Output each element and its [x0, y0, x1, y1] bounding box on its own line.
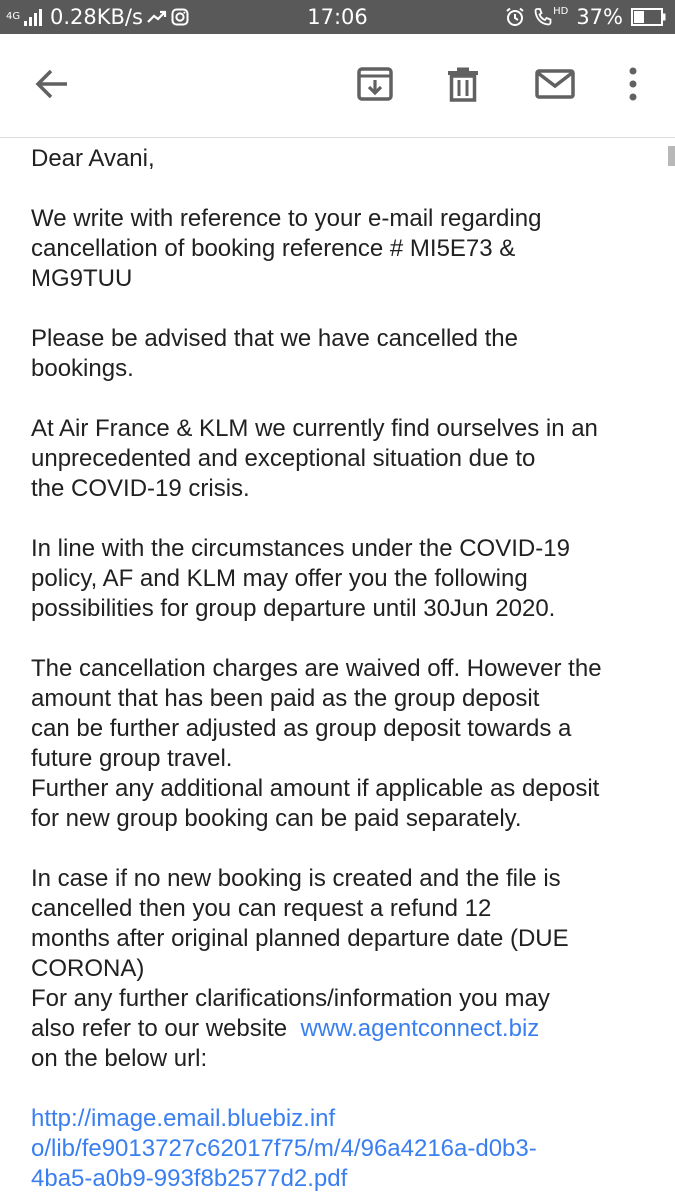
- pdf-url-line: http://image.email.bluebiz.inf: [31, 1105, 336, 1132]
- body-line: unprecedented and exceptional situation due to: [31, 445, 536, 472]
- body-line: MG9TUU: [31, 265, 133, 292]
- body-line: amount that has been paid as the group deposit: [31, 685, 540, 712]
- body-line: For any further clarifications/information you may: [31, 985, 550, 1012]
- body-line: possibilities for group departure until 30Jun 2020.: [31, 595, 556, 622]
- body-line: on the below url:: [31, 1045, 208, 1072]
- body-line-website: [31, 1014, 656, 1044]
- pdf-url-line: 4ba5-a0b9-993f8b2577d2.pdf: [31, 1165, 348, 1192]
- body-line: Further any additional amount if applicable as deposit: [31, 775, 600, 802]
- more-vert-icon: [628, 67, 638, 101]
- hd-call-icon: [533, 7, 553, 27]
- archive-icon: [357, 67, 393, 101]
- body-line: for new group booking can be paid separately.: [31, 805, 522, 832]
- battery-percent: 37%: [576, 5, 623, 29]
- status-bar: [0, 0, 675, 34]
- pdf-url-line: o/lib/fe9013727c62017f75/m/4/96a4216a-d0b3-: [31, 1135, 537, 1162]
- status-right: [505, 0, 667, 34]
- arrow-back-icon: [35, 69, 69, 99]
- greeting: Dear Avani,: [31, 145, 155, 172]
- scrollbar-thumb[interactable]: [668, 146, 675, 166]
- body-line: Please be advised that we have cancelled the: [31, 325, 518, 352]
- archive-button[interactable]: [355, 64, 395, 104]
- body-line: CORONA): [31, 955, 145, 982]
- delete-button[interactable]: [443, 64, 483, 104]
- body-line: the COVID-19 crisis.: [31, 475, 250, 502]
- body-line: months after original planned departure date (DUE: [31, 925, 569, 952]
- body-line: At Air France & KLM we currently find ourselves in an: [31, 415, 598, 442]
- body-line: can be further adjusted as group deposit towards a: [31, 715, 572, 742]
- alarm-icon: [505, 7, 525, 27]
- network-type-label: 4G: [6, 11, 21, 22]
- website-link[interactable]: www.agentconnect.biz: [300, 1015, 540, 1042]
- body-line: We write with reference to your e-mail regarding: [31, 205, 542, 232]
- data-speed: 0.28KB/s: [50, 5, 143, 29]
- body-line: bookings.: [31, 355, 134, 382]
- email-toolbar: [0, 34, 675, 138]
- trash-icon: [447, 66, 479, 102]
- hd-label: HD: [553, 6, 569, 17]
- body-line: In line with the circumstances under the COVID-19: [31, 535, 570, 562]
- body-line: policy, AF and KLM may offer you the following: [31, 565, 528, 592]
- website-prefix: also refer to our website: [31, 1015, 294, 1042]
- back-button[interactable]: [32, 64, 72, 104]
- email-body: [31, 144, 656, 1194]
- mail-icon: [535, 69, 575, 99]
- battery-icon: [631, 8, 667, 26]
- body-line: future group travel.: [31, 745, 233, 772]
- body-line: The cancellation charges are waived off. However the: [31, 655, 602, 682]
- body-line: cancellation of booking reference # MI5E73 &: [31, 235, 516, 262]
- clock: 17:06: [307, 5, 368, 29]
- body-line: cancelled then you can request a refund 12: [31, 895, 492, 922]
- mark-unread-button[interactable]: [535, 64, 575, 104]
- pdf-url-link[interactable]: [31, 1104, 656, 1194]
- more-options-button[interactable]: [613, 64, 653, 104]
- body-line: In case if no new booking is created and the file is: [31, 865, 561, 892]
